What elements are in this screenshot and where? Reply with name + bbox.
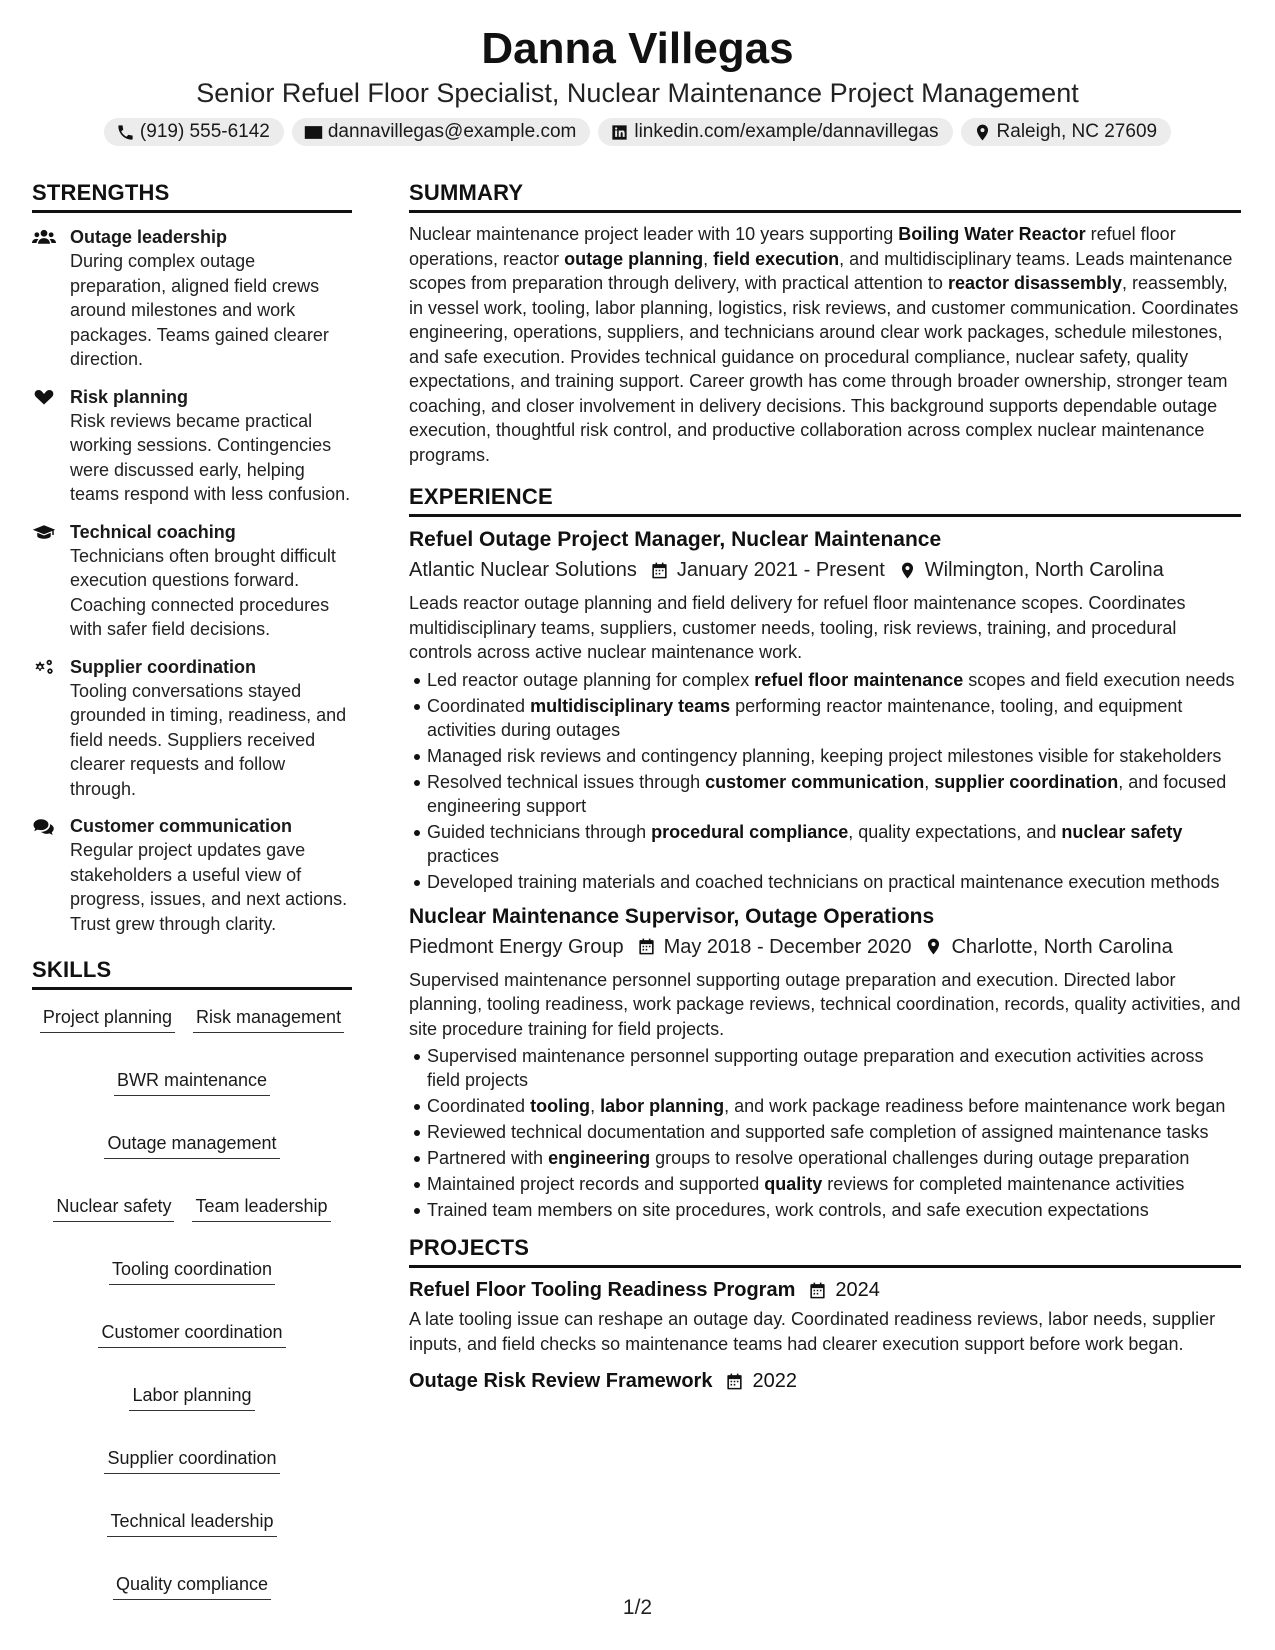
strength-item xyxy=(32,225,352,372)
bullet-item: Maintained project records and supported quality reviews for completed maintenance activities xyxy=(427,1172,1241,1196)
project-entry xyxy=(409,1277,1241,1356)
calendar-icon xyxy=(637,937,656,956)
skill-tag: Risk management xyxy=(193,1006,344,1033)
skill-tag: Quality compliance xyxy=(113,1573,271,1600)
candidate-title: Senior Refuel Floor Specialist, Nuclear Maintenance Project Management xyxy=(196,78,1079,108)
heart-icon xyxy=(32,388,56,406)
experience-heading: EXPERIENCE xyxy=(409,484,1241,517)
skill-tag: Supplier coordination xyxy=(104,1447,279,1474)
skill-tag: BWR maintenance xyxy=(114,1069,270,1096)
resume-header xyxy=(0,22,1275,146)
job-location: Wilmington, North Carolina xyxy=(924,559,1164,581)
strengths-list xyxy=(32,225,352,936)
strength-name: Technical coaching xyxy=(70,521,236,542)
projects-heading: PROJECTS xyxy=(409,1235,1241,1268)
skill-tag: Team leadership xyxy=(192,1195,330,1222)
project-year: 2022 xyxy=(752,1370,797,1392)
bullet-item: Developed training materials and coached technicians on practical maintenance execution methods xyxy=(427,870,1241,894)
job-dates: May 2018 - December 2020 xyxy=(663,935,912,958)
page-number: 1/2 xyxy=(622,1596,653,1619)
job-title: Refuel Outage Project Manager, Nuclear Maintenance xyxy=(409,528,942,551)
job-entry xyxy=(409,526,1241,894)
contact-phone[interactable] xyxy=(104,118,284,146)
strength-name: Outage leadership xyxy=(70,227,228,247)
job-bullets xyxy=(409,1044,1241,1222)
linkedin-icon xyxy=(610,123,629,142)
job-description: Leads reactor outage planning and field delivery for refuel floor maintenance scopes. Coordinates multidisciplinary teams, suppliers, customer needs, tooling, risk reviews, training, and procedural controls across active nuclear maintenance work. xyxy=(409,593,1186,662)
contact-linkedin[interactable] xyxy=(598,118,952,146)
skill-tag: Customer coordination xyxy=(98,1321,285,1348)
calendar-icon xyxy=(725,1372,744,1391)
strength-description: Technicians often brought difficult execution questions forward. Coaching connected procedures with safer field decisions. xyxy=(70,545,336,639)
location-text: Raleigh, NC 27609 xyxy=(996,121,1158,142)
strength-description: Regular project updates gave stakeholders a useful view of progress, issues, and next actions. Trust grew through clarity. xyxy=(70,840,348,934)
skill-tag: Project planning xyxy=(40,1006,175,1033)
map-pin-icon xyxy=(973,123,992,142)
project-header xyxy=(409,1368,1241,1394)
bullet-item: Led reactor outage planning for complex refuel floor maintenance scopes and field execution needs xyxy=(427,668,1241,692)
skill-tag: Nuclear safety xyxy=(53,1195,174,1222)
strength-description: During complex outage preparation, aligned field crews around milestones and work packages. Teams gained clearer direction. xyxy=(70,251,329,369)
strength-name: Customer communication xyxy=(70,816,293,836)
project-header xyxy=(409,1277,1241,1303)
project-description: A late tooling issue can reshape an outage day. Coordinated readiness reviews, labor needs, supplier inputs, and field checks so maintenance teams had clearer execution support before work began. xyxy=(409,1309,1216,1354)
summary-heading: SUMMARY xyxy=(409,180,1241,213)
envelope-icon xyxy=(304,123,323,142)
bullet-item: Reviewed technical documentation and supported safe completion of assigned maintenance tasks xyxy=(427,1120,1241,1144)
right-column xyxy=(409,180,1241,1394)
strength-name: Supplier coordination xyxy=(70,656,257,677)
calendar-icon xyxy=(650,561,669,580)
bullet-item: Coordinated multidisciplinary teams performing reactor maintenance, tooling, and equipment activities during outages xyxy=(427,694,1241,742)
skill-tag: Tooling coordination xyxy=(109,1258,275,1285)
bullet-item: Trained team members on site procedures, work controls, and safe execution expectations xyxy=(427,1198,1241,1222)
contact-bar xyxy=(0,118,1275,146)
skill-tag: Labor planning xyxy=(129,1384,254,1411)
bullet-item: Managed risk reviews and contingency planning, keeping project milestones visible for stakeholders xyxy=(427,744,1241,768)
comments-icon xyxy=(32,817,56,835)
strength-item xyxy=(32,520,352,642)
skills-list xyxy=(32,1006,352,1600)
summary-text: Nuclear maintenance project leader with 10 years supporting Boiling Water Reactor refuel floor operations, reactor outage planning, field execution, and multidisciplinary teams. Leads maintenance scopes from preparation through delivery, with practical attention to reactor disassembly, reassembly, in vessel work, tooling, labor planning, logistics, risk reviews, and customer communication. Coordinates engineering, operations, suppliers, and technicians around clear work packages, schedule milestones, and safe execution. Provides technical guidance on procedural compliance, nuclear safety, quality expectations, and training support. Career growth has come through broader ownership, stronger team coaching, and closer involvement in delivery decisions. This background supports dependable outage execution, thoughtful risk control, and productive collaboration across complex nuclear maintenance programs. xyxy=(409,224,1239,465)
project-name: Refuel Floor Tooling Readiness Program xyxy=(409,1279,796,1301)
job-bullets xyxy=(409,668,1241,894)
candidate-name: Danna Villegas xyxy=(481,24,794,73)
bullet-item: Coordinated tooling, labor planning, and work package readiness before maintenance work began xyxy=(427,1094,1241,1118)
skills-heading: SKILLS xyxy=(32,957,352,990)
strength-description: Risk reviews became practical working sessions. Contingencies were discussed early, helping teams respond with less confusion. xyxy=(70,410,351,504)
email-text: dannavillegas@example.com xyxy=(327,121,577,142)
bullet-item: Guided technicians through procedural compliance, quality expectations, and nuclear safety practices xyxy=(427,820,1241,868)
strength-item xyxy=(32,814,352,936)
job-title: Nuclear Maintenance Supervisor, Outage Operations xyxy=(409,904,935,928)
strengths-heading: STRENGTHS xyxy=(32,180,352,213)
job-dates: January 2021 - Present xyxy=(676,559,885,581)
strength-item xyxy=(32,385,352,507)
project-name: Outage Risk Review Framework xyxy=(409,1370,713,1392)
job-description: Supervised maintenance personnel supporting outage preparation and execution. Directed labor planning, tooling readiness, work package reviews, technical coordination, records, quality activities, and site procedure training for field projects. xyxy=(409,969,1241,1039)
job-location: Charlotte, North Carolina xyxy=(951,935,1173,958)
project-year: 2024 xyxy=(835,1279,880,1301)
users-icon xyxy=(32,228,56,246)
job-meta xyxy=(409,556,1241,584)
linkedin-text: linkedin.com/example/dannavillegas xyxy=(634,121,939,142)
left-column xyxy=(32,180,352,1600)
strength-name: Risk planning xyxy=(70,386,189,407)
phone-text: (919) 555-6142 xyxy=(139,121,270,142)
bullet-item: Partnered with engineering groups to resolve operational challenges during outage preparation xyxy=(427,1146,1241,1170)
strength-item xyxy=(32,655,352,802)
job-company: Piedmont Energy Group xyxy=(409,935,624,958)
contact-email[interactable] xyxy=(292,118,590,146)
gears-icon xyxy=(32,658,56,676)
graduation-cap-icon xyxy=(32,523,56,541)
phone-icon xyxy=(116,123,135,142)
skill-tag: Technical leadership xyxy=(107,1510,276,1537)
map-pin-icon xyxy=(924,937,943,956)
map-pin-icon xyxy=(898,561,917,580)
bullet-item: Supervised maintenance personnel supporting outage preparation and execution activities across field projects xyxy=(427,1044,1241,1092)
calendar-icon xyxy=(808,1281,827,1300)
contact-location[interactable] xyxy=(961,118,1172,146)
job-entry xyxy=(409,903,1241,1223)
job-company: Atlantic Nuclear Solutions xyxy=(409,559,637,581)
bullet-item: Resolved technical issues through customer communication, supplier coordination, and focused engineering support xyxy=(427,770,1241,818)
job-meta xyxy=(409,933,1241,961)
skill-tag: Outage management xyxy=(104,1132,279,1159)
project-entry xyxy=(409,1368,1241,1394)
strength-description: Tooling conversations stayed grounded in timing, readiness, and field needs. Suppliers received clearer requests and follow through. xyxy=(70,680,347,799)
